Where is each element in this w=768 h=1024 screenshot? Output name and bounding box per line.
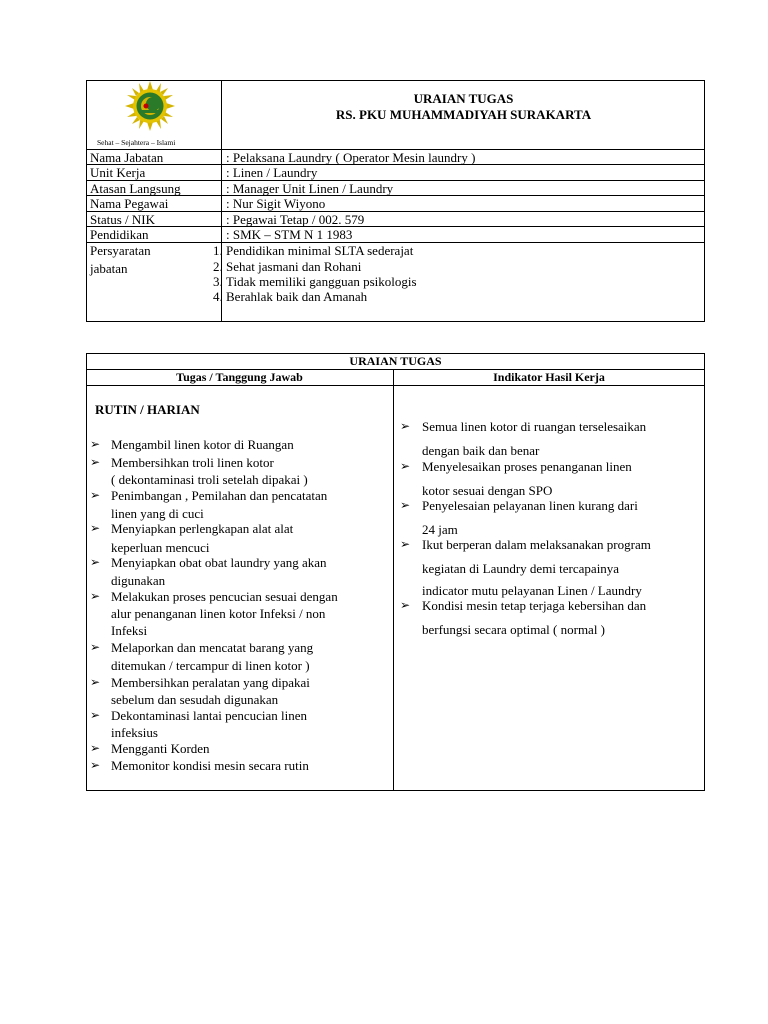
requirements-label: jabatan [90, 261, 128, 276]
arrow-bullet-icon: ➢ [90, 708, 101, 722]
arrow-bullet-icon: ➢ [90, 589, 101, 603]
page-title: URAIAN TUGAS [413, 91, 514, 106]
arrow-bullet-icon: ➢ [90, 555, 101, 569]
list-item-continuation: kegiatan di Laundry demi tercapainya [422, 561, 620, 576]
arrow-bullet-icon: ➢ [90, 640, 101, 654]
requirement-number: 1. [213, 243, 223, 258]
info-label: Nama Pegawai [90, 196, 169, 211]
tasks-title: URAIAN TUGAS [349, 354, 442, 368]
info-label: Unit Kerja [90, 165, 146, 180]
list-item: Ikut berperan dalam melaksanakan program [422, 537, 651, 552]
list-item-continuation: alur penanganan linen kotor Infeksi / non [111, 606, 326, 621]
info-value: : Pelaksana Laundry ( Operator Mesin laundry ) [226, 150, 476, 165]
arrow-bullet-icon: ➢ [400, 459, 411, 473]
arrow-bullet-icon: ➢ [90, 758, 101, 772]
arrow-bullet-icon: ➢ [400, 598, 411, 612]
column-header: Tugas / Tanggung Jawab [176, 370, 303, 384]
list-item-continuation: 24 jam [422, 522, 458, 537]
list-item: Mengganti Korden [111, 741, 210, 756]
list-item-continuation: sebelum dan sesudah digunakan [111, 692, 279, 707]
list-item-continuation: ( dekontaminasi troli setelah dipakai ) [111, 472, 308, 487]
list-item: Membersihkan peralatan yang dipakai [111, 675, 310, 690]
arrow-bullet-icon: ➢ [90, 488, 101, 502]
requirement-item: Sehat jasmani dan Rohani [226, 259, 362, 274]
arrow-bullet-icon: ➢ [400, 498, 411, 512]
list-item-continuation: Infeksi [111, 623, 148, 638]
column-header: Indikator Hasil Kerja [493, 370, 605, 384]
list-item: Dekontaminasi lantai pencucian linen [111, 708, 308, 723]
list-item-continuation: indicator mutu pelayanan Linen / Laundry [422, 583, 642, 598]
list-item: Memonitor kondisi mesin secara rutin [111, 758, 309, 773]
requirement-number: 4. [213, 289, 223, 304]
requirement-number: 3. [213, 274, 223, 289]
requirement-item: Pendidikan minimal SLTA sederajat [226, 243, 414, 258]
arrow-bullet-icon: ➢ [400, 537, 411, 551]
info-value: : Linen / Laundry [226, 165, 318, 180]
tasks-table-divider [393, 369, 394, 791]
arrow-bullet-icon: ➢ [90, 437, 101, 451]
arrow-bullet-icon: ➢ [400, 419, 411, 433]
info-value: : Pegawai Tetap / 002. 579 [226, 212, 365, 227]
info-value: : SMK – STM N 1 1983 [226, 227, 353, 242]
muhammadiyah-sun-logo-icon [124, 80, 176, 132]
list-item: Melaporkan dan mencatat barang yang [111, 640, 314, 655]
list-item: Penimbangan , Pemilahan dan pencatatan [111, 488, 328, 503]
info-value: : Nur Sigit Wiyono [226, 196, 326, 211]
list-item: Menyiapkan obat obat laundry yang akan [111, 555, 327, 570]
list-item: Menyiapkan perlengkapan alat alat [111, 521, 294, 536]
routine-label: RUTIN / HARIAN [95, 402, 200, 417]
list-item: Kondisi mesin tetap terjaga kebersihan dan [422, 598, 647, 613]
info-label: Pendidikan [90, 227, 149, 242]
requirements-label: Persyaratan [90, 243, 151, 258]
arrow-bullet-icon: ➢ [90, 455, 101, 469]
info-value: : Manager Unit Linen / Laundry [226, 181, 394, 196]
info-label: Status / NIK [90, 212, 155, 227]
requirement-number: 2. [213, 259, 223, 274]
list-item-continuation: digunakan [111, 573, 166, 588]
info-label: Atasan Langsung [90, 181, 181, 196]
list-item: Menyelesaikan proses penanganan linen [422, 459, 632, 474]
list-item-continuation: berfungsi secara optimal ( normal ) [422, 622, 606, 637]
list-item-continuation: infeksius [111, 725, 158, 740]
arrow-bullet-icon: ➢ [90, 741, 101, 755]
info-label: Nama Jabatan [90, 150, 164, 165]
arrow-bullet-icon: ➢ [90, 675, 101, 689]
requirement-item: Tidak memiliki gangguan psikologis [226, 274, 417, 289]
list-item: Penyelesaian pelayanan linen kurang dari [422, 498, 638, 513]
list-item: Mengambil linen kotor di Ruangan [111, 437, 294, 452]
list-item: Melakukan proses pencucian sesuai dengan [111, 589, 338, 604]
arrow-bullet-icon: ➢ [90, 521, 101, 535]
logo-caption: Sehat – Sejahtera – Islami [97, 138, 176, 147]
list-item-continuation: dengan baik dan benar [422, 443, 540, 458]
list-item: Semua linen kotor di ruangan terselesaikan [422, 419, 647, 434]
list-item: Membersihkan troli linen kotor [111, 455, 274, 470]
list-item-continuation: kotor sesuai dengan SPO [422, 483, 553, 498]
list-item-continuation: keperluan mencuci [111, 540, 210, 555]
list-item-continuation: ditemukan / tercampur di linen kotor ) [111, 658, 310, 673]
list-item-continuation: linen yang di cuci [111, 506, 204, 521]
page-subtitle: RS. PKU MUHAMMADIYAH SURAKARTA [335, 107, 592, 122]
requirement-item: Berahlak baik dan Amanah [226, 289, 368, 304]
